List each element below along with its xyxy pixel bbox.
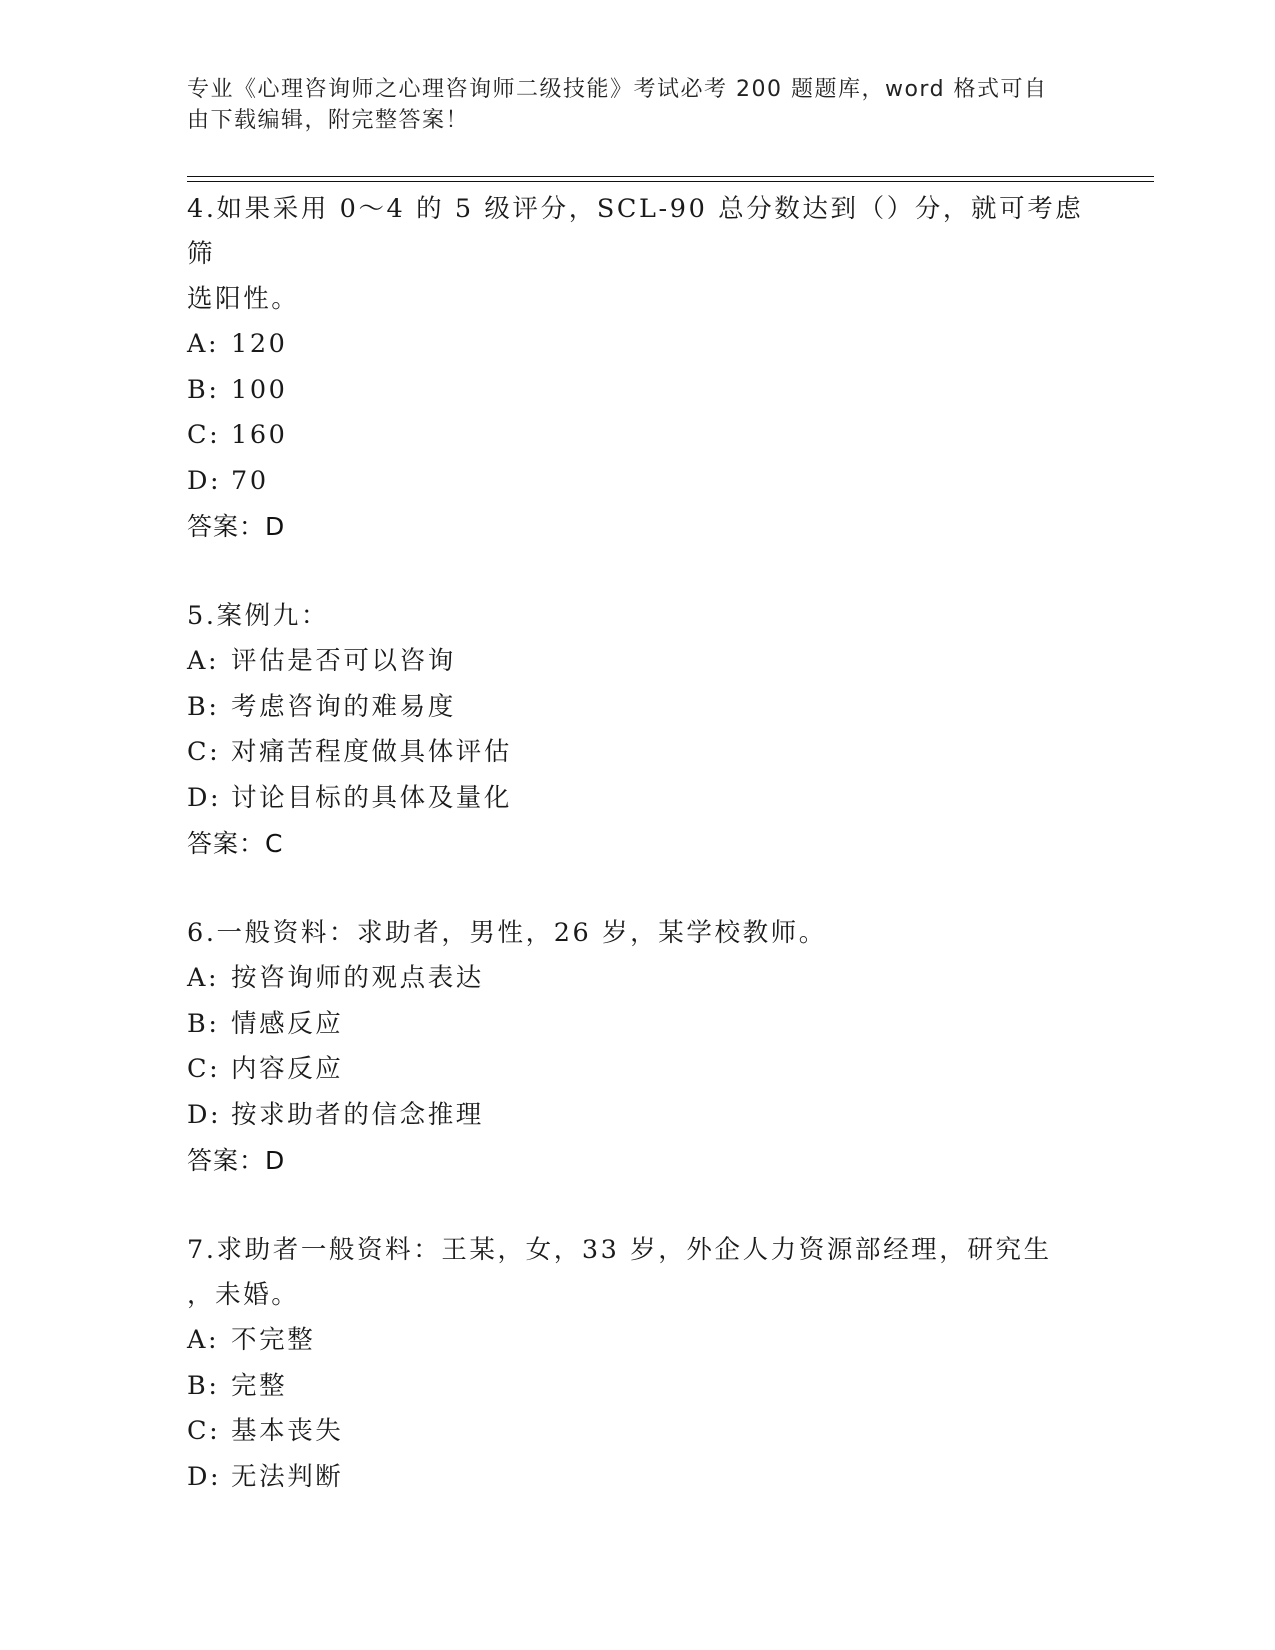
option-text: 情感反应 bbox=[231, 1008, 344, 1039]
option-b bbox=[187, 368, 1087, 414]
option-text: 基本丧失 bbox=[231, 1416, 344, 1446]
question-stem-line: ，未婚。 bbox=[187, 1280, 300, 1310]
header-line-1: 专业《心理咨询师之心理咨询师二级技能》考试必考 200 题题库，word 格式可自 bbox=[187, 77, 1048, 102]
question-stem-line: 选阳性。 bbox=[187, 284, 300, 314]
option-text: 对痛苦程度做具体评估 bbox=[231, 737, 513, 767]
answer-line: 答案：C bbox=[187, 829, 284, 858]
header-line-2: 由下载编辑，附完整答案！ bbox=[187, 108, 470, 133]
option-text: 160 bbox=[231, 420, 288, 450]
option-label: D: bbox=[187, 1461, 222, 1492]
option-label: B: bbox=[187, 374, 220, 405]
option-label: D: bbox=[187, 1099, 222, 1130]
option-text: 120 bbox=[231, 329, 288, 359]
option-d bbox=[187, 776, 1087, 822]
option-text: 100 bbox=[231, 374, 288, 405]
option-text: 考虑咨询的难易度 bbox=[231, 691, 456, 722]
option-c bbox=[187, 413, 1087, 459]
question-stem-line: 4.如果采用 0～4 的 5 级评分，SCL-90 总分数达到（）分，就可考虑筛 bbox=[187, 194, 1084, 269]
option-label: D: bbox=[187, 782, 222, 813]
option-text: 完整 bbox=[231, 1370, 288, 1401]
question-5 bbox=[187, 594, 1087, 866]
question-7 bbox=[187, 1228, 1087, 1500]
option-label: C: bbox=[187, 1416, 221, 1446]
option-b bbox=[187, 1002, 1087, 1048]
option-label: D: bbox=[187, 465, 222, 496]
option-label: B: bbox=[187, 1370, 220, 1401]
option-c bbox=[187, 1047, 1087, 1093]
option-text: 按咨询师的观点表达 bbox=[231, 963, 484, 993]
option-a bbox=[187, 1318, 1087, 1364]
option-c bbox=[187, 730, 1087, 776]
option-text: 评估是否可以咨询 bbox=[231, 646, 456, 676]
option-text: 按求助者的信念推理 bbox=[231, 1099, 484, 1130]
option-label: A: bbox=[187, 646, 220, 676]
question-list bbox=[187, 187, 1087, 1500]
option-text: 讨论目标的具体及量化 bbox=[231, 782, 513, 813]
question-4 bbox=[187, 187, 1087, 549]
option-label: B: bbox=[187, 1008, 220, 1039]
option-d bbox=[187, 1455, 1087, 1501]
header-divider-bottom bbox=[187, 181, 1154, 182]
option-label: B: bbox=[187, 691, 220, 722]
answer-line: 答案：D bbox=[187, 512, 286, 541]
option-label: C: bbox=[187, 420, 221, 450]
option-text: 无法判断 bbox=[231, 1461, 344, 1492]
option-d bbox=[187, 1093, 1087, 1139]
option-text: 70 bbox=[231, 465, 269, 496]
question-6 bbox=[187, 911, 1087, 1183]
option-text: 内容反应 bbox=[231, 1054, 344, 1084]
question-stem-line: 6.一般资料：求助者，男性，26 岁，某学校教师。 bbox=[187, 918, 827, 948]
option-d bbox=[187, 459, 1087, 505]
option-label: A: bbox=[187, 963, 220, 993]
option-label: C: bbox=[187, 737, 221, 767]
option-label: A: bbox=[187, 1325, 220, 1355]
option-a bbox=[187, 322, 1087, 368]
option-label: C: bbox=[187, 1054, 221, 1084]
document-header bbox=[187, 74, 1067, 136]
header-divider-top bbox=[187, 176, 1154, 177]
question-stem-line: 7.求助者一般资料：王某，女，33 岁，外企人力资源部经理，研究生 bbox=[187, 1235, 1052, 1265]
option-text: 不完整 bbox=[231, 1325, 316, 1355]
option-b bbox=[187, 1364, 1087, 1410]
option-a bbox=[187, 956, 1087, 1002]
option-a bbox=[187, 639, 1087, 685]
option-label: A: bbox=[187, 329, 220, 359]
question-stem-line: 5.案例九： bbox=[187, 601, 329, 631]
answer-line: 答案：D bbox=[187, 1146, 286, 1175]
option-b bbox=[187, 685, 1087, 731]
option-c bbox=[187, 1409, 1087, 1455]
